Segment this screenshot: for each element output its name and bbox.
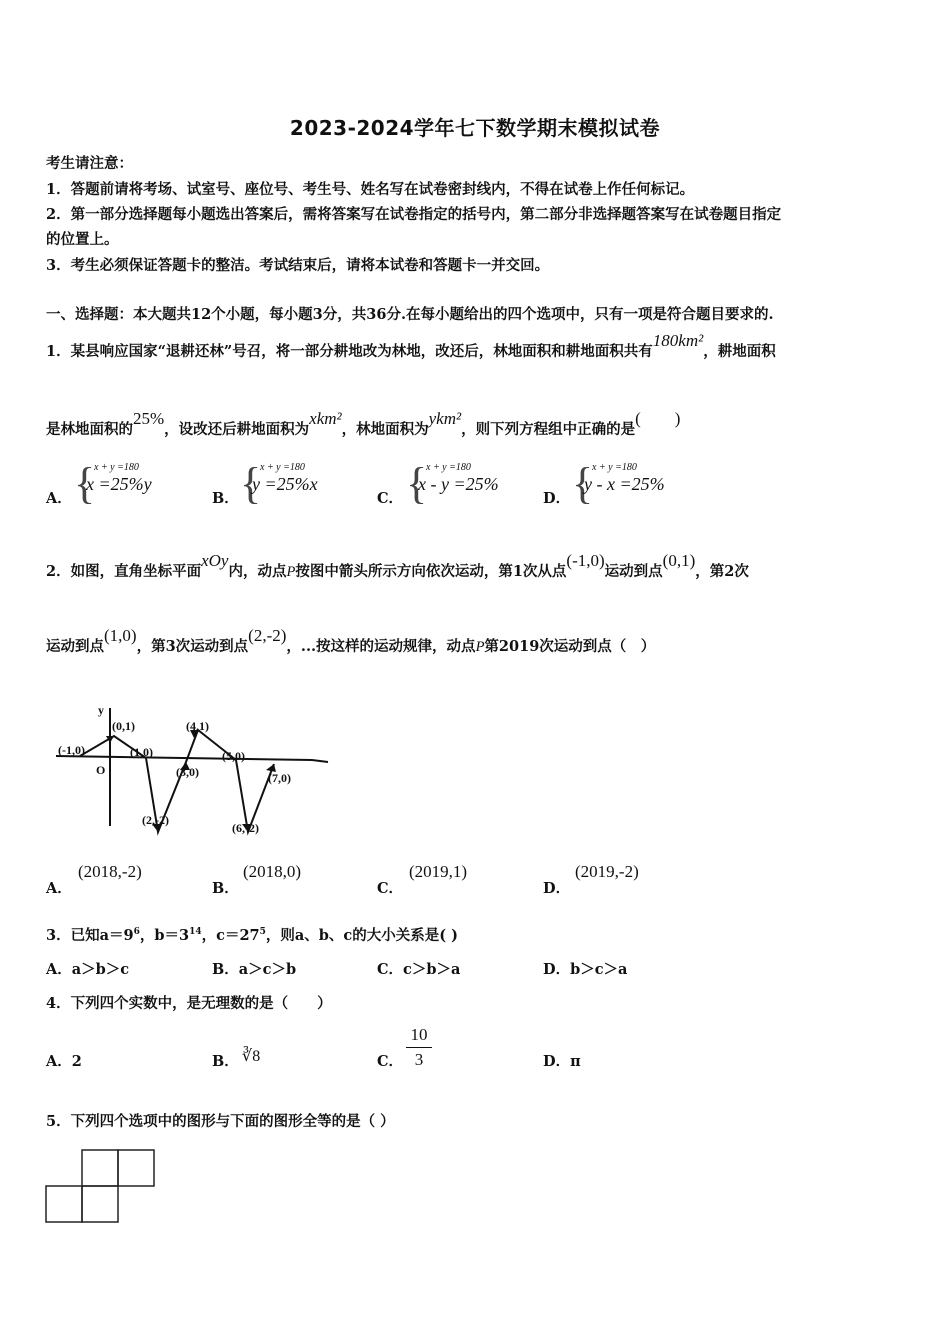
q3-text-d: ，则a、b、c的大小关系是( ) xyxy=(265,927,459,944)
fraction-bar xyxy=(406,1047,432,1048)
q1-text-a: 1．某县响应国家“退耕还林”号召，将一部分耕地改为林地，改还后，林地面积和耕地面积共有 xyxy=(46,343,653,360)
q3-option-a[interactable]: A．a＞b＞c xyxy=(46,961,130,978)
q1-line-2 xyxy=(46,409,681,439)
graph-label-3-0: (3,0) xyxy=(176,765,199,779)
q2-option-a-value: (2018,-2) xyxy=(78,862,142,881)
grid-cell-top-1 xyxy=(82,1150,118,1186)
q1-option-c-label[interactable]: C． xyxy=(377,490,404,507)
section-heading: 一、选择题：本大题共12个小题，每小题3分，共36分.在每小题给出的四个选项中，只有一项是符合题目要求的. xyxy=(46,306,774,323)
notice-item-2: 2．第一部分选择题每小题选出答案后，需将答案写在试卷指定的括号内，第二部分非选择题答案写在试卷题目指定 xyxy=(46,206,782,223)
q1-y-area: ykm² xyxy=(428,409,462,428)
q4-text: 4．下列四个实数中，是无理数的是（ ） xyxy=(46,995,332,1012)
fraction-denominator: 3 xyxy=(414,1050,424,1069)
q3-text-b: ，b＝3 xyxy=(139,927,190,944)
q1-text-d: ，设改还后耕地面积为 xyxy=(164,421,310,438)
q2-text-f: 运动到点 xyxy=(46,638,104,655)
q3-sup-b: 14 xyxy=(189,927,202,938)
q3-option-d[interactable]: D．b＞c＞a xyxy=(543,961,628,978)
q1-text-f: ，则下列方程组中正确的是 xyxy=(461,421,636,438)
q3-sup-c: 5 xyxy=(259,927,266,938)
q1-option-d-label[interactable]: D． xyxy=(543,490,571,507)
graph-label-y: y xyxy=(98,703,104,717)
q1-option-b-label[interactable]: B． xyxy=(212,490,239,507)
q2-point-p: P xyxy=(286,564,296,580)
q2-option-c-value: (2019,1) xyxy=(409,862,468,881)
q2-text-d: 运动到点 xyxy=(604,563,663,580)
q2-line-2 xyxy=(46,626,656,656)
exam-page: 2023-2024学年七下数学期末模拟试卷 考生请注意： 1．答题前请将考场、试室号、座位号、考生号、姓名写在试卷密封线内，不得在试卷上作任何标记。 2．第一部分选择题每小题选出答案后，需将答案写在试卷指定的括号内，第二部分非选择题答案写在试卷题目指定 的位置上。 3．考生必须保证答题卡的整洁。考试结束后，请将本试卷和答题卡一并交回。 一、选择题：本大题共12个小题，每小题3分，共36分.在每小题给出的四个选项中，只有一项是符合题目要求的. 1．某县响应国家“退耕还林”号召，将一部分耕地改为林地，改还后，林地面积和耕地面积共有180km²，耕地面积 是林地面积的25%，设改还后耕地面积为xkm²，林地面积为ykm²，则下列方程组中正确的是( ) A． { x + y =180 x =25%y B． { x + y =180 y =25%x C． { x + y =180 x - y =25% D． { x + y =180 y - x =25% 2．如图，直角坐标平面xOy内，动点P按图中箭头所示方向依次运动，第1次从点(-1,0)运动到点(0,1)，第2次 运动到点(1,0)，第3次运动到点(2,-2)，...按这样的运动规律，动点P第2019次运动到点（ ） y (0,1) (-1,0) (1,0) O (4,1) (3,0) (5,0) (7,0) (2,-2) (6,-2) A． (2018,-2) B． (2018,0) C． (2019,1) D． (2019,-2) 3．已知$a=9^6$，$b=3^{14}$，$c=27^5$，则a、b、c的大小关系是( ) A．a＞b＞c B．a＞c＞b C．c＞b＞a D．b＞c＞a 4．下列四个实数中，是无理数的是（ ） A．2 B． ∛8 C． 10 3 D．π 5．下列四个选项中的图形与下面的图形全等的是（ ） xyxy=(0,0,950,1344)
fraction-numerator: 10 xyxy=(410,1025,428,1044)
q2-motion-graph xyxy=(52,700,337,840)
notice-item-3: 3．考生必须保证答题卡的整洁。考试结束后，请将本试卷和答题卡一并交回。 xyxy=(46,257,550,274)
graph-label-6-neg2: (6,-2) xyxy=(232,821,259,835)
brace-icon: { xyxy=(572,459,594,508)
q2-option-a-label[interactable]: A． xyxy=(46,880,72,897)
graph-label-0-1: (0,1) xyxy=(112,719,135,733)
q1-text-b: ，耕地面积 xyxy=(703,343,776,360)
q3-text xyxy=(46,924,458,945)
brace-icon: { xyxy=(74,459,96,508)
q1-text-c: 是林地面积的 xyxy=(46,421,133,438)
q2-pt-4: (2,-2) xyxy=(248,626,287,645)
grid-cell-top-2 xyxy=(118,1150,154,1186)
q4-option-b-label[interactable]: B． xyxy=(212,1053,239,1070)
q2-text-b: 内，动点 xyxy=(228,563,287,580)
notice-item-1: 1．答题前请将考场、试室号、座位号、考生号、姓名写在试卷密封线内，不得在试卷上作任何标记。 xyxy=(46,181,695,198)
q1-percent: 25% xyxy=(133,409,165,428)
q2-text-g: ，第3次运动到点 xyxy=(136,638,249,655)
q4-option-b-value: ∛8 xyxy=(242,1048,261,1065)
q2-text-h: ，...按这样的运动规律，动点 xyxy=(286,638,476,655)
q2-pt-2: (0,1) xyxy=(662,551,696,570)
q3-sup-a: 6 xyxy=(133,927,140,938)
grid-cell-bottom-1 xyxy=(46,1186,82,1222)
q2-point-p-2: P xyxy=(475,639,485,655)
graph-label-5-0: (5,0) xyxy=(222,749,245,763)
q1-text-e: ，林地面积为 xyxy=(341,421,429,438)
q2-pt-1: (-1,0) xyxy=(566,551,605,570)
q2-option-d-label[interactable]: D． xyxy=(543,880,571,897)
q2-option-b-label[interactable]: B． xyxy=(212,880,239,897)
q2-xoy: xOy xyxy=(201,551,229,570)
q1-answer-paren: ( ) xyxy=(635,409,681,428)
graph-label-4-1: (4,1) xyxy=(186,719,209,733)
q2-option-d-value: (2019,-2) xyxy=(575,862,639,881)
q1-option-a-label[interactable]: A． xyxy=(46,490,72,507)
q4-option-a[interactable]: A．2 xyxy=(46,1053,82,1070)
q5-grid-figure xyxy=(44,1148,159,1228)
q5-text: 5．下列四个选项中的图形与下面的图形全等的是（ ） xyxy=(46,1113,395,1130)
page-title: 2023-2024学年七下数学期末模拟试卷 xyxy=(289,116,661,140)
q2-text-a: 2．如图，直角坐标平面 xyxy=(46,563,202,580)
x-axis xyxy=(56,756,312,760)
notice-item-2-cont: 的位置上。 xyxy=(46,231,119,248)
q4-option-d[interactable]: D．π xyxy=(543,1053,581,1070)
graph-label-neg1-0: (-1,0) xyxy=(58,743,85,757)
q2-text-i: 第2019次运动到点（ ） xyxy=(484,638,656,655)
q3-option-b[interactable]: B．a＞c＞b xyxy=(212,961,297,978)
q3-text-c: ，c＝27 xyxy=(201,927,260,944)
q2-text-e: ，第2次 xyxy=(695,563,749,580)
q1-area: 180km² xyxy=(652,331,704,350)
brace-icon: { xyxy=(406,459,428,508)
q3-option-c[interactable]: C．c＞b＞a xyxy=(377,961,461,978)
graph-label-7-0: (7,0) xyxy=(268,771,291,785)
q1-line-1 xyxy=(46,331,776,361)
q2-line-1 xyxy=(46,551,749,581)
q3-text-a: 3．已知a＝9 xyxy=(46,927,134,944)
q2-option-c-label[interactable]: C． xyxy=(377,880,404,897)
q2-text-c: 按图中箭头所示方向依次运动，第1次从点 xyxy=(295,563,567,580)
grid-cell-bottom-2 xyxy=(82,1186,118,1222)
graph-label-2-neg2: (2,-2) xyxy=(142,813,169,827)
graph-label-origin: O xyxy=(96,763,106,777)
brace-icon: { xyxy=(240,459,262,508)
q1-x-area: xkm² xyxy=(309,409,342,428)
notice-heading: 考生请注意： xyxy=(46,155,133,172)
q2-option-b-value: (2018,0) xyxy=(243,862,302,881)
q4-option-c-label[interactable]: C． xyxy=(377,1053,404,1070)
graph-label-1-0: (1,0) xyxy=(130,745,153,759)
q4-option-c-fraction xyxy=(406,1025,432,1070)
q2-pt-3: (1,0) xyxy=(104,626,137,645)
